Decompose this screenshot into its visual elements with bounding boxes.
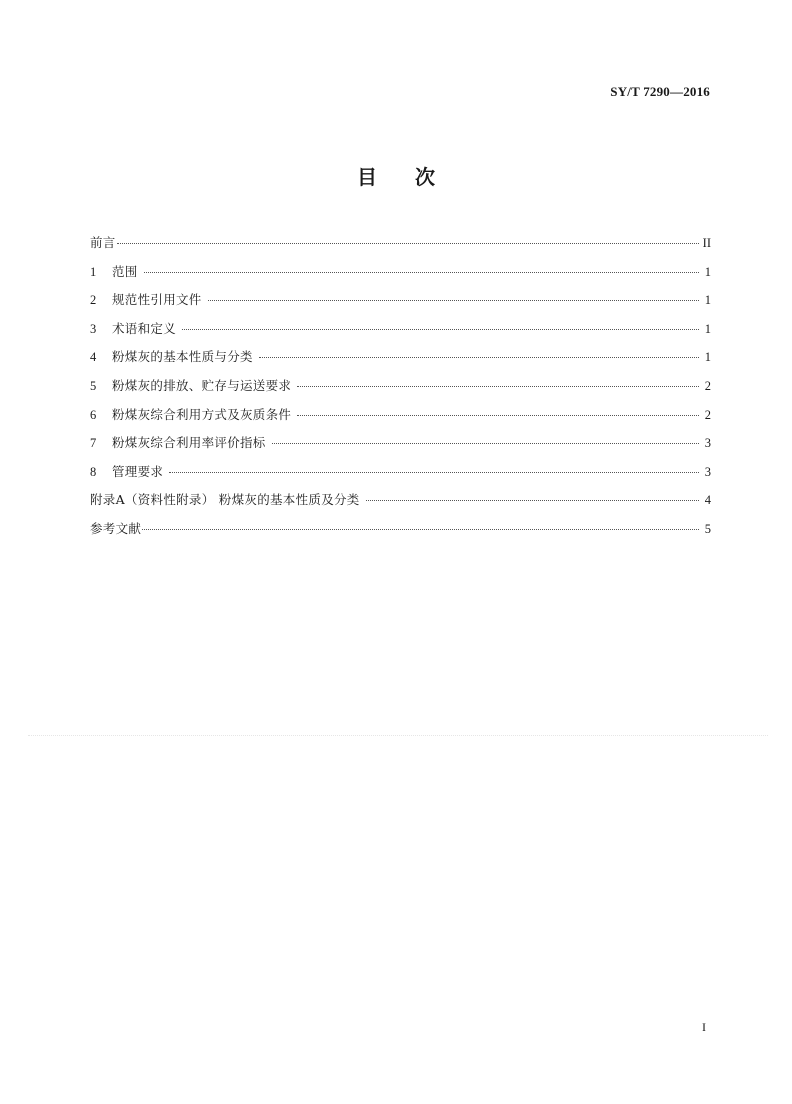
toc-entry-label: 粉煤灰综合利用率评价指标: [112, 435, 266, 451]
toc-entry-bibliography[interactable]: [90, 519, 711, 548]
standard-number: SY/T 7290—2016: [610, 84, 710, 99]
toc-entry-page: 1: [704, 264, 711, 279]
toc-entry-label: 粉煤灰综合利用方式及灰质条件: [112, 406, 292, 422]
toc-entry-number: 3: [90, 321, 97, 336]
toc-entry-label: 粉煤灰的基本性质与分类: [112, 349, 253, 365]
dot-leader: [272, 443, 699, 444]
dot-leader: [169, 472, 699, 473]
dot-leader: [117, 243, 699, 244]
toc-entry-page: 2: [704, 378, 711, 393]
toc-entry-label: 前言: [90, 235, 116, 250]
toc-entry-utilization-rate[interactable]: [90, 433, 711, 462]
toc-entry-page: 2: [704, 407, 711, 422]
page-title: 目次: [357, 165, 473, 189]
page-number: I: [702, 1020, 706, 1034]
toc-entry-page: 1: [704, 293, 711, 308]
dot-leader: [208, 300, 699, 301]
toc-entry-number: 8: [90, 464, 97, 479]
toc-entry-management[interactable]: [90, 462, 711, 491]
toc-entry-utilization-methods[interactable]: [90, 405, 711, 434]
toc-entry-page: 1: [704, 321, 711, 336]
toc-entry-page: 5: [704, 521, 711, 536]
toc-entry-label: 范围: [112, 263, 138, 279]
dot-leader: [182, 329, 699, 330]
toc-entry-terms-definitions[interactable]: [90, 319, 711, 348]
dot-leader: [144, 272, 699, 273]
toc-entry-page: 3: [704, 436, 711, 451]
toc-entry-label: 参考文献: [90, 520, 142, 536]
toc-entry-page: II: [702, 236, 711, 250]
dot-leader: [297, 386, 699, 387]
toc-entry-label: 管理要求: [112, 463, 164, 479]
toc-entry-foreword[interactable]: [90, 233, 711, 262]
toc-entry-number: 1: [90, 264, 97, 279]
dot-leader: [259, 357, 699, 358]
toc-entry-annex-a[interactable]: [90, 490, 711, 519]
toc-entry-basic-properties[interactable]: [90, 347, 711, 376]
toc-entry-number: 4: [90, 350, 97, 365]
dot-leader: [142, 529, 699, 530]
scan-fold-line: [28, 735, 768, 736]
toc-entry-page: 3: [704, 464, 711, 479]
toc-entry-normative-references[interactable]: [90, 290, 711, 319]
toc-entry-number: 6: [90, 407, 97, 422]
dot-leader: [366, 500, 699, 501]
toc-entry-number: 2: [90, 293, 97, 308]
toc-entry-label: 附录A（资料性附录） 粉煤灰的基本性质及分类: [90, 492, 360, 508]
toc-entry-number: 5: [90, 378, 97, 393]
table-of-contents: [90, 233, 711, 548]
toc-entry-label: 规范性引用文件: [112, 292, 202, 308]
toc-entry-page: 1: [704, 350, 711, 365]
dot-leader: [297, 415, 699, 416]
toc-entry-label: 粉煤灰的排放、贮存与运送要求: [112, 377, 292, 393]
toc-entry-label: 术语和定义: [112, 320, 177, 336]
toc-entry-page: 4: [704, 493, 711, 508]
toc-entry-scope[interactable]: [90, 262, 711, 291]
toc-entry-number: 7: [90, 436, 97, 451]
toc-entry-discharge-storage[interactable]: [90, 376, 711, 405]
